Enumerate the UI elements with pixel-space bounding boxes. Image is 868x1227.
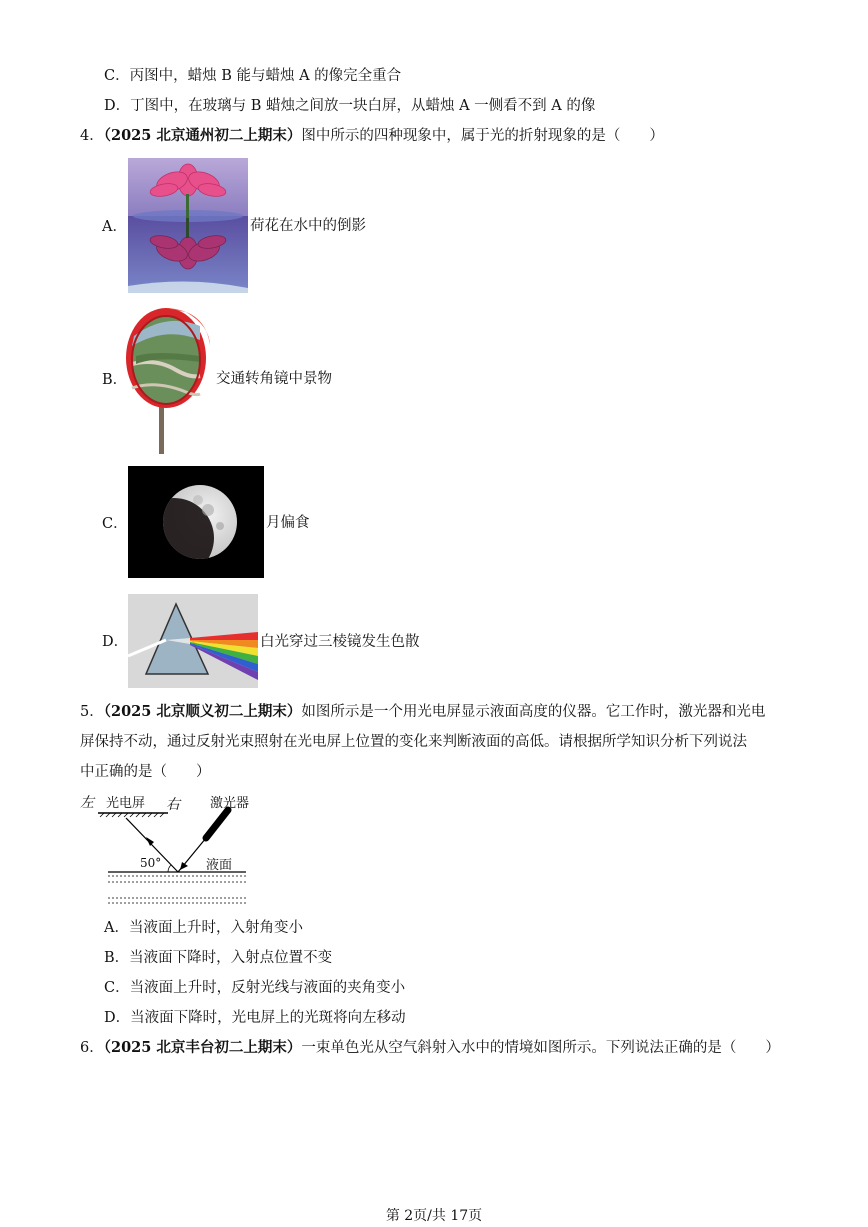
- q5-stem-line3: 中正确的是（ ）: [80, 764, 211, 780]
- q6-number: 6．: [80, 1040, 104, 1056]
- q4-option-b-letter: B．: [102, 372, 128, 388]
- q4-option-b-caption: 交通转角镜中景物: [216, 371, 332, 387]
- q4-source: （2025 北京通州初二上期末）: [103, 127, 302, 144]
- q5-stem-line1: 如图所示是一个用光电屏显示液面高度的仪器。它工作时，激光器和光电: [301, 704, 766, 720]
- q5-option-c: C．当液面上升时，反射光线与液面的夹角变小: [104, 980, 406, 996]
- q4-stem: 图中所示的四种现象中，属于光的折射现象的是（ ）: [301, 128, 664, 144]
- q4-option-c-letter: C．: [102, 516, 128, 532]
- liquid-level-diagram: [78, 790, 258, 910]
- prism-dispersion-photo: [128, 594, 258, 688]
- q4-option-c-caption: 月偏食: [266, 515, 310, 531]
- q5-option-a: A．当液面上升时，入射角变小: [104, 920, 303, 936]
- q4-option-d-letter: D．: [102, 634, 129, 650]
- left-label: 左: [80, 795, 94, 811]
- q4-number: 4．: [80, 128, 104, 144]
- q3-option-d: D．丁图中，在玻璃与 B 蜡烛之间放一块白屏，从蜡烛 A 一侧看不到 A 的像: [104, 98, 596, 114]
- partial-lunar-eclipse-photo: [128, 466, 264, 578]
- q5-option-b: B．当液面下降时，入射点位置不变: [104, 950, 333, 966]
- angle-label: 50°: [140, 856, 162, 870]
- convex-mirror-photo: [126, 306, 214, 454]
- q6-source: （2025 北京丰台初二上期末）: [103, 1039, 302, 1056]
- liquid-label: 液面: [206, 858, 233, 873]
- right-label: 右: [166, 797, 180, 813]
- q4-option-a-letter: A．: [102, 219, 127, 235]
- page-footer: 第 2页/共 17页: [385, 1208, 483, 1224]
- q5-stem-line2: 屏保持不动，通过反射光束照射在光电屏上位置的变化来判断液面的高低。请根据所学知识分析下列说法: [80, 734, 747, 750]
- q4-option-d-caption: 白光穿过三棱镜发生色散: [260, 634, 420, 650]
- q3-option-c: C．丙图中，蜡烛 B 能与蜡烛 A 的像完全重合: [104, 68, 402, 84]
- q5-option-d: D．当液面下降时，光电屏上的光斑将向左移动: [104, 1010, 406, 1026]
- q6-question: [80, 1038, 780, 1058]
- lotus-reflection-photo: [128, 158, 248, 293]
- q4-question: [80, 126, 664, 146]
- q4-option-a-caption: 荷花在水中的倒影: [250, 218, 366, 234]
- q6-stem: 一束单色光从空气斜射入水中的情境如图所示。下列说法正确的是（ ）: [301, 1040, 780, 1056]
- q5-number: 5．: [80, 704, 104, 720]
- q5-question-line1: [80, 702, 765, 722]
- laser-label: 激光器: [210, 796, 250, 811]
- laser-icon: [206, 810, 228, 838]
- q5-source: （2025 北京顺义初二上期末）: [103, 703, 302, 720]
- screen-label: 光电屏: [106, 796, 146, 811]
